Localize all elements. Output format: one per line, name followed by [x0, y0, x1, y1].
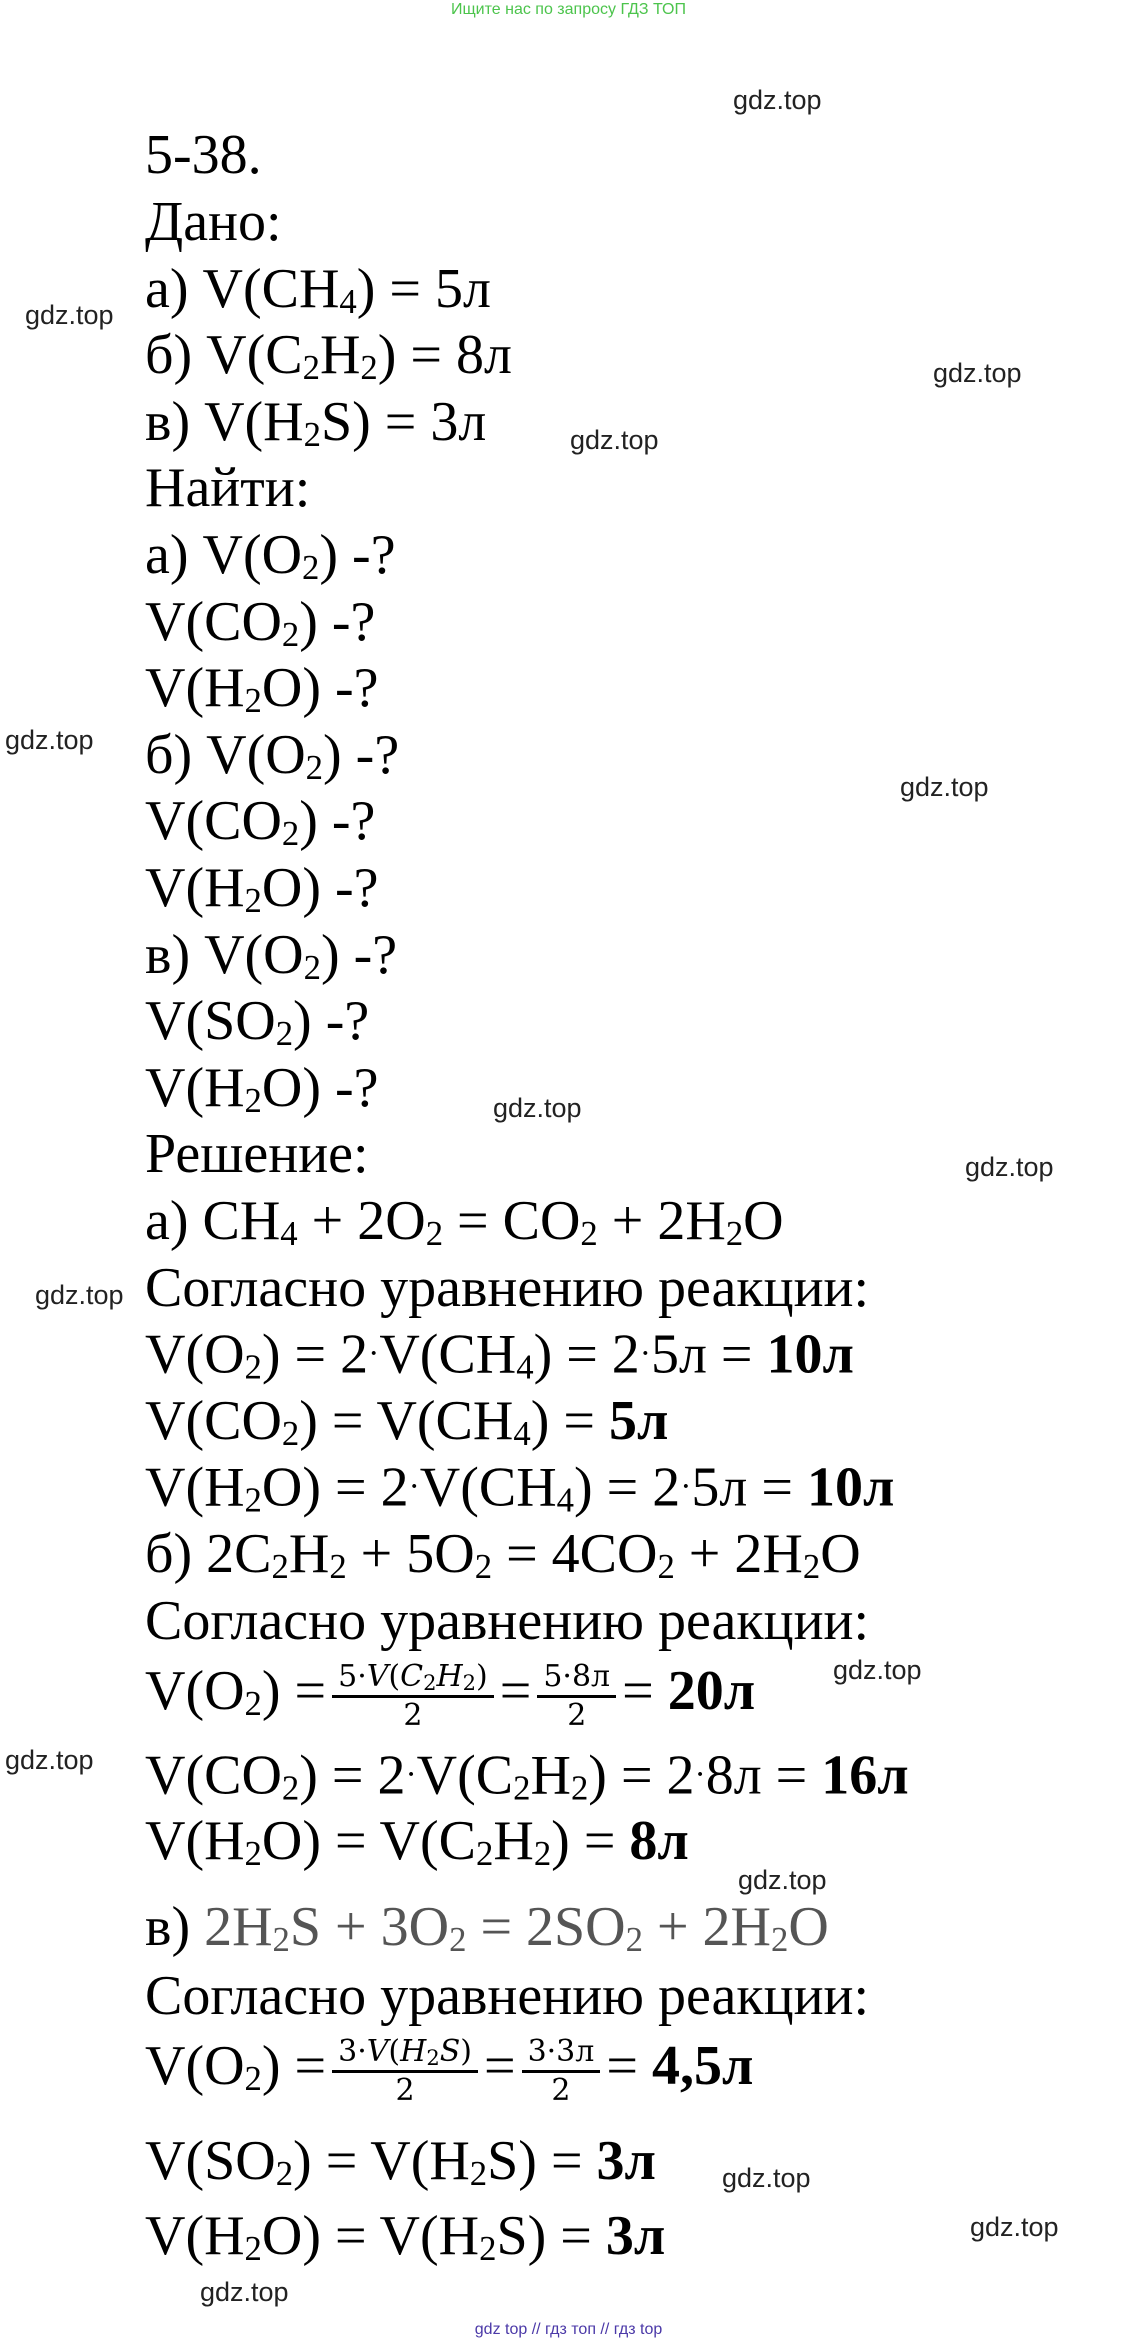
- watermark: gdz.top: [5, 1745, 94, 1775]
- result-c-h2o: 3л: [605, 2205, 666, 2267]
- watermark: gdz.top: [738, 1865, 827, 1895]
- watermark: gdz.top: [200, 2277, 289, 2307]
- calc-a-co2: $V(CO_2) = V(CH_4) = 5л$: [145, 1390, 669, 1454]
- result-a-h2o: 10л: [806, 1456, 895, 1519]
- fraction: $\frac{5\cdot V(C_2H_2)}{2}$: [332, 1659, 494, 1734]
- find-label: Найти:: [145, 457, 311, 519]
- result-c-o2: 4,5л: [651, 2035, 754, 2097]
- fraction: $\frac{3\cdot V(H_2S)}{2}$: [332, 2034, 478, 2109]
- calc-b-h2o: $V(H_2O) = V(C_2H_2) = 8л$: [145, 1810, 689, 1874]
- result-b-o2: 20л: [667, 1660, 756, 1722]
- calc-a-h2o: $V(H_2O) = 2\cdot V(CH_4) = 2\cdot 5л = 10л$: [145, 1456, 895, 1520]
- calc-b-co2: $V(CO_2) = 2\cdot V(C_2H_2) = 2\cdot 8л = 16л$: [145, 1744, 909, 1808]
- given-b: б) $V(C_2H_2) = 8л$: [145, 324, 512, 388]
- watermark: gdz.top: [570, 425, 659, 455]
- footer-links: gdz top // гдз топ // гдз top: [474, 2321, 663, 2338]
- watermark: gdz.top: [25, 300, 114, 330]
- solution-label: Решение:: [145, 1123, 369, 1185]
- watermark: gdz.top: [933, 358, 1022, 388]
- result-b-co2: 16л: [821, 1744, 909, 1807]
- find-a-co2: $V(CO_2)$ -?: [145, 591, 376, 655]
- calc-c-so2: $V(SO_2) = V(H_2S) = 3л$: [145, 2130, 656, 2194]
- find-c-so2: $V(SO_2)$ -?: [145, 990, 370, 1054]
- watermark: gdz.top: [493, 1093, 582, 1123]
- watermark: gdz.top: [900, 772, 989, 802]
- find-c-h2o: $V(H_2O)$ -?: [145, 1057, 379, 1121]
- according-text: Согласно уравнению реакции:: [145, 1257, 870, 1319]
- watermark: gdz.top: [833, 1655, 922, 1685]
- watermark: gdz.top: [733, 85, 822, 115]
- given-label: Дано:: [145, 191, 282, 253]
- fraction: $\frac{3\cdot 3л}{2}$: [522, 2034, 601, 2109]
- equation-a: а) $CH_4 + 2O_2 = CO_2 + 2H_2O$: [145, 1190, 784, 1254]
- according-text: Согласно уравнению реакции:: [145, 1965, 870, 2027]
- watermark: gdz.top: [722, 2163, 811, 2193]
- given-c: в) $V(H_2S) = 3л$: [145, 391, 487, 455]
- watermark: gdz.top: [35, 1280, 124, 1310]
- equation-c: в) $2H_2S + 3O_2 = 2SO_2 + 2H_2O$: [145, 1896, 829, 1960]
- find-b-o2: б) $V(O_2)$ -?: [145, 724, 400, 788]
- find-a-h2o: $V(H_2O)$ -?: [145, 657, 379, 721]
- fraction: $\frac{5\cdot 8л}{2}$: [537, 1659, 616, 1734]
- watermark: gdz.top: [5, 725, 94, 755]
- given-a: а) $V(CH_4) = 5л$: [145, 258, 491, 322]
- result-a-co2: 5л: [608, 1390, 669, 1452]
- top-search-hint: Ищите нас по запросу ГДЗ ТОП: [451, 1, 686, 18]
- result-b-h2o: 8л: [629, 1810, 689, 1872]
- find-b-h2o: $V(H_2O)$ -?: [145, 857, 379, 921]
- watermark: gdz.top: [965, 1152, 1054, 1182]
- result-a-o2: 10л: [766, 1323, 854, 1386]
- equation-b: б) $2C_2H_2 + 5O_2 = 4CO_2 + 2H_2O$: [145, 1523, 861, 1587]
- watermark: gdz.top: [970, 2212, 1059, 2242]
- calc-c-h2o: $V(H_2O) = V(H_2S) = 3л$: [145, 2205, 666, 2269]
- find-c-o2: в) $V(O_2)$ -?: [145, 924, 398, 988]
- according-text: Согласно уравнению реакции:: [145, 1590, 870, 1652]
- calc-a-o2: $V(O_2) = 2\cdot V(CH_4) = 2\cdot 5л = 10л$: [145, 1323, 854, 1387]
- calc-b-o2: $V(O_2)$ = $\frac{5\cdot V(C_2H_2)}{2}$ = $\frac{5\cdot 8л}{2}$ = 20л: [145, 1658, 756, 1733]
- find-a-o2: а) $V(O_2)$ -?: [145, 524, 396, 588]
- problem-number: 5-38.: [145, 124, 262, 186]
- result-c-so2: 3л: [596, 2130, 656, 2192]
- calc-c-o2: $V(O_2)$ = $\frac{3\cdot V(H_2S)}{2}$ = $\frac{3\cdot 3л}{2}$ = 4,5л: [145, 2033, 754, 2108]
- find-b-co2: $V(CO_2)$ -?: [145, 790, 376, 854]
